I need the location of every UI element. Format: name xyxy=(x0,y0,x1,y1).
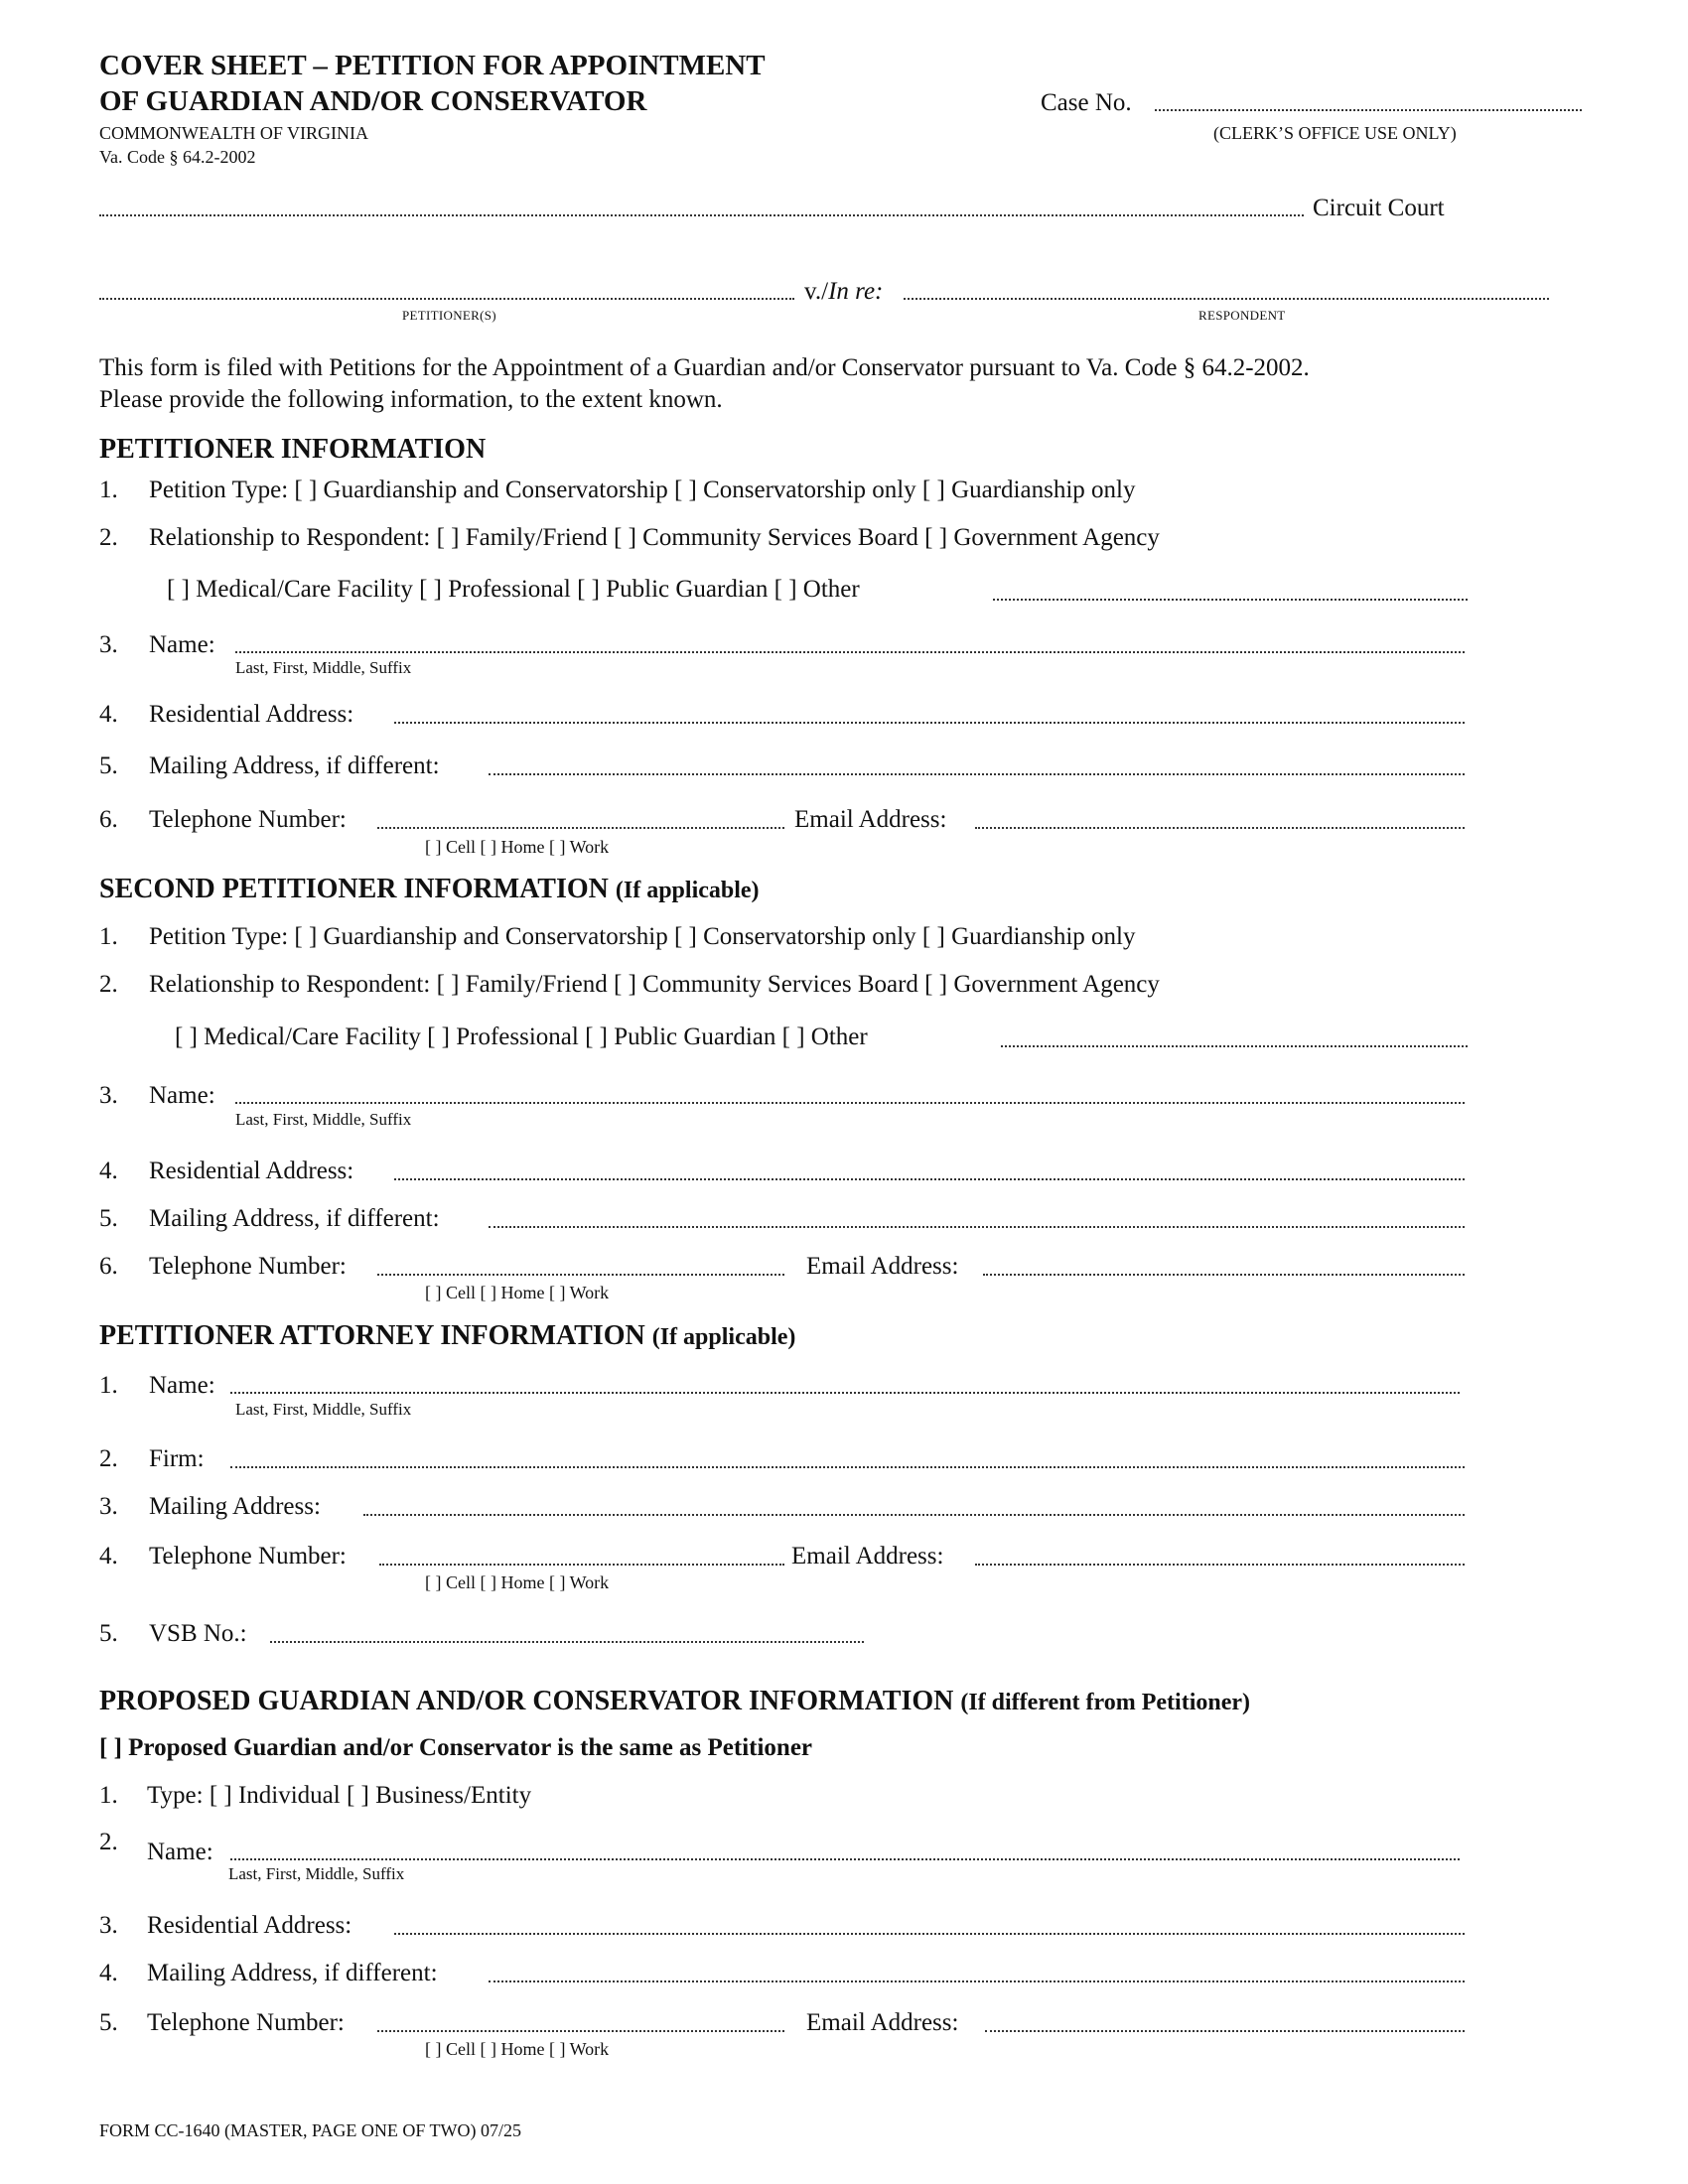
intro-line2: Please provide the following information, to the extent known. xyxy=(99,386,723,413)
petitioner-email-label: Email Address: xyxy=(794,806,947,833)
petitioner-name-label: Name: xyxy=(149,631,215,658)
petitioner-petition-type[interactable]: Petition Type: [ ] Guardianship and Conservatorship [ ] Conservatorship only [ ] Guardianship only xyxy=(149,477,1136,503)
circuit-court-label: Circuit Court xyxy=(1313,195,1445,221)
petitioner-section-heading: PETITIONER INFORMATION xyxy=(99,434,487,465)
attorney-mailing-field[interactable] xyxy=(363,1514,1465,1516)
petitioner-relationship-more[interactable]: [ ] Medical/Care Facility [ ] Professional [ ] Public Guardian [ ] Other xyxy=(167,576,860,603)
petitioner-caption-field[interactable] xyxy=(99,298,794,300)
petitioner-telephone-field[interactable] xyxy=(377,827,784,829)
attorney-telephone-field[interactable] xyxy=(379,1564,784,1566)
petitioner-phone-types[interactable]: [ ] Cell [ ] Home [ ] Work xyxy=(425,837,610,857)
item-number: 5. xyxy=(99,752,118,779)
petitioner-other-field[interactable] xyxy=(993,599,1468,601)
attorney-email-field[interactable] xyxy=(975,1564,1465,1566)
item-number: 5. xyxy=(99,2009,118,2036)
second-residential-field[interactable] xyxy=(394,1178,1465,1180)
proposed-name-field[interactable] xyxy=(230,1858,1460,1860)
case-no-field[interactable] xyxy=(1155,109,1582,111)
item-number: 2. xyxy=(99,1829,118,1855)
petitioner-email-field[interactable] xyxy=(975,827,1465,829)
form-id-footer: FORM CC-1640 (MASTER, PAGE ONE OF TWO) 07/25 xyxy=(99,2120,522,2140)
petitioner-mailing-field[interactable] xyxy=(489,773,1465,775)
second-relationship-more[interactable]: [ ] Medical/Care Facility [ ] Professional [ ] Public Guardian [ ] Other xyxy=(175,1024,868,1050)
item-number: 1. xyxy=(99,1782,118,1809)
second-mailing-label: Mailing Address, if different: xyxy=(149,1205,440,1232)
proposed-heading: PROPOSED GUARDIAN AND/OR CONSERVATOR INFORMATION (If different from Petitioner) xyxy=(99,1686,1251,1716)
second-petitioner-heading: SECOND PETITIONER INFORMATION (If applicable) xyxy=(99,874,760,904)
item-number: 2. xyxy=(99,524,118,551)
proposed-residential-field[interactable] xyxy=(394,1933,1465,1935)
proposed-telephone-field[interactable] xyxy=(377,2030,784,2032)
item-number: 3. xyxy=(99,631,118,658)
petitioner-residential-label: Residential Address: xyxy=(149,701,354,728)
item-number: 6. xyxy=(99,806,118,833)
petitioner-telephone-label: Telephone Number: xyxy=(149,806,347,833)
second-email-field[interactable] xyxy=(983,1274,1465,1276)
item-number: 3. xyxy=(99,1493,118,1520)
second-relationship[interactable]: Relationship to Respondent: [ ] Family/Friend [ ] Community Services Board [ ] Government Agency xyxy=(149,971,1160,998)
name-hint: Last, First, Middle, Suffix xyxy=(235,1110,412,1129)
name-hint: Last, First, Middle, Suffix xyxy=(235,1400,412,1419)
petitioner-residential-field[interactable] xyxy=(394,722,1465,724)
proposed-phone-types[interactable]: [ ] Cell [ ] Home [ ] Work xyxy=(425,2039,610,2059)
name-hint: Last, First, Middle, Suffix xyxy=(235,658,412,677)
item-number: 1. xyxy=(99,477,118,503)
second-email-label: Email Address: xyxy=(806,1253,959,1280)
intro-line1: This form is filed with Petitions for the Appointment of a Guardian and/or Conservator pursuant to Va. Code § 64.2-2002. xyxy=(99,354,1310,381)
respondent-caption-field[interactable] xyxy=(904,298,1549,300)
item-number: 2. xyxy=(99,971,118,998)
petitioner-mailing-label: Mailing Address, if different: xyxy=(149,752,440,779)
second-telephone-label: Telephone Number: xyxy=(149,1253,347,1280)
attorney-email-label: Email Address: xyxy=(791,1543,944,1570)
code-reference: Va. Code § 64.2-2002 xyxy=(99,147,256,167)
item-number: 2. xyxy=(99,1445,118,1472)
proposed-email-field[interactable] xyxy=(985,2030,1465,2032)
item-number: 6. xyxy=(99,1253,118,1280)
petitioner-relationship[interactable]: Relationship to Respondent: [ ] Family/Friend [ ] Community Services Board [ ] Government Agency xyxy=(149,524,1160,551)
attorney-name-field[interactable] xyxy=(230,1392,1460,1394)
item-number: 5. xyxy=(99,1620,118,1647)
attorney-vsb-field[interactable] xyxy=(270,1641,864,1643)
circuit-court-field[interactable] xyxy=(99,214,1304,216)
proposed-same-as-petitioner-checkbox[interactable]: [ ] Proposed Guardian and/or Conservator is the same as Petitioner xyxy=(99,1734,813,1761)
attorney-heading: PETITIONER ATTORNEY INFORMATION (If applicable) xyxy=(99,1320,796,1351)
form-title-line2: OF GUARDIAN AND/OR CONSERVATOR xyxy=(99,85,647,117)
second-name-field[interactable] xyxy=(235,1102,1465,1104)
proposed-mailing-field[interactable] xyxy=(489,1980,1465,1982)
item-number: 1. xyxy=(99,923,118,950)
item-number: 3. xyxy=(99,1082,118,1109)
second-other-field[interactable] xyxy=(1001,1045,1468,1047)
attorney-phone-types[interactable]: [ ] Cell [ ] Home [ ] Work xyxy=(425,1572,610,1592)
second-phone-types[interactable]: [ ] Cell [ ] Home [ ] Work xyxy=(425,1283,610,1302)
respondent-caption: RESPONDENT xyxy=(1198,308,1286,323)
second-name-label: Name: xyxy=(149,1082,215,1109)
second-residential-label: Residential Address: xyxy=(149,1158,354,1184)
petitioner-caption: PETITIONER(S) xyxy=(402,308,496,323)
second-telephone-field[interactable] xyxy=(377,1274,784,1276)
form-title-line1: COVER SHEET – PETITION FOR APPOINTMENT xyxy=(99,50,766,81)
proposed-email-label: Email Address: xyxy=(806,2009,959,2036)
jurisdiction: COMMONWEALTH OF VIRGINIA xyxy=(99,123,369,143)
second-mailing-field[interactable] xyxy=(489,1226,1465,1228)
attorney-telephone-label: Telephone Number: xyxy=(149,1543,347,1570)
proposed-type[interactable]: Type: [ ] Individual [ ] Business/Entity xyxy=(147,1782,532,1809)
item-number: 3. xyxy=(99,1912,118,1939)
item-number: 4. xyxy=(99,1158,118,1184)
case-no-label: Case No. xyxy=(1041,89,1132,116)
attorney-vsb-label: VSB No.: xyxy=(149,1620,247,1647)
name-hint: Last, First, Middle, Suffix xyxy=(228,1864,405,1883)
item-number: 4. xyxy=(99,1543,118,1570)
attorney-name-label: Name: xyxy=(149,1372,215,1399)
second-petition-type[interactable]: Petition Type: [ ] Guardianship and Conservatorship [ ] Conservatorship only [ ] Guardianship only xyxy=(149,923,1136,950)
clerk-use-note: (CLERK’S OFFICE USE ONLY) xyxy=(1213,123,1457,143)
proposed-telephone-label: Telephone Number: xyxy=(147,2009,345,2036)
item-number: 1. xyxy=(99,1372,118,1399)
proposed-residential-label: Residential Address: xyxy=(147,1912,352,1939)
item-number: 4. xyxy=(99,701,118,728)
attorney-firm-field[interactable] xyxy=(230,1466,1465,1468)
item-number: 4. xyxy=(99,1960,118,1986)
attorney-mailing-label: Mailing Address: xyxy=(149,1493,321,1520)
item-number: 5. xyxy=(99,1205,118,1232)
petitioner-name-field[interactable] xyxy=(235,651,1465,653)
proposed-mailing-label: Mailing Address, if different: xyxy=(147,1960,438,1986)
attorney-firm-label: Firm: xyxy=(149,1445,205,1472)
versus-label: v./In re: xyxy=(804,278,884,305)
proposed-name-label: Name: xyxy=(147,1839,213,1865)
